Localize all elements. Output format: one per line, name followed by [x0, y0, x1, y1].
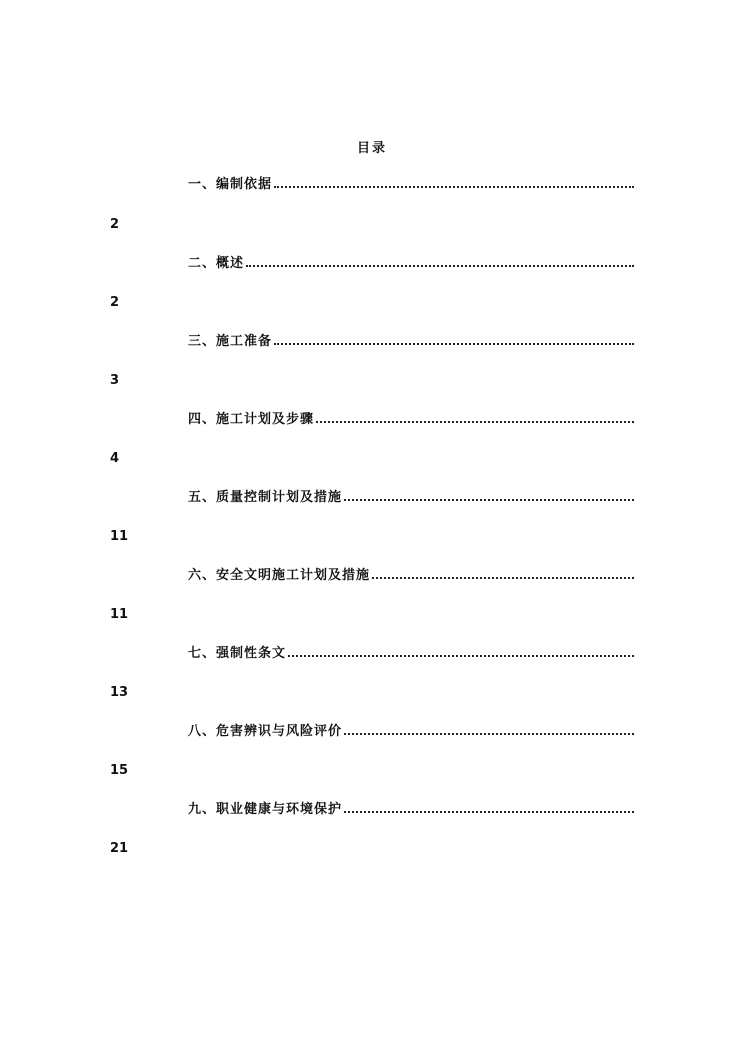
dot-leader — [344, 498, 634, 501]
toc-entry-4[interactable] — [188, 409, 634, 427]
toc-entry-label: 二、概述 — [188, 256, 245, 271]
toc-page-number: 4 — [110, 451, 120, 466]
toc-page-number: 3 — [110, 373, 120, 388]
dot-leader — [316, 420, 634, 423]
dot-leader — [274, 185, 634, 188]
toc-entry-7[interactable] — [188, 643, 634, 661]
toc-entry-label: 九、职业健康与环境保护 — [188, 802, 343, 817]
toc-page-number: 2 — [110, 295, 120, 310]
toc-entry-label: 一、编制依据 — [188, 177, 273, 192]
toc-page-number: 11 — [110, 529, 129, 544]
toc-entry-3[interactable] — [188, 331, 634, 349]
toc-page-number: 15 — [110, 763, 129, 778]
toc-entry-6[interactable] — [188, 565, 634, 583]
toc-entry-label: 四、施工计划及步骤 — [188, 412, 315, 427]
dot-leader — [274, 342, 634, 345]
dot-leader — [372, 576, 634, 579]
toc-entry-2[interactable] — [188, 253, 634, 271]
toc-entry-8[interactable] — [188, 721, 634, 739]
toc-entry-5[interactable] — [188, 487, 634, 505]
toc-entry-label: 六、安全文明施工计划及措施 — [188, 568, 371, 583]
toc-page-number: 11 — [110, 607, 129, 622]
toc-page-number: 21 — [110, 841, 129, 856]
toc-entry-label: 七、强制性条文 — [188, 646, 287, 661]
dot-leader — [246, 264, 634, 267]
toc-entry-label: 八、危害辨识与风险评价 — [188, 724, 343, 739]
toc-entry-9[interactable] — [188, 799, 634, 817]
toc-title: 目录 — [356, 141, 387, 156]
dot-leader — [288, 654, 634, 657]
dot-leader — [344, 732, 634, 735]
toc-page-number: 2 — [110, 217, 120, 232]
toc-entry-1[interactable] — [188, 174, 634, 192]
toc-entry-label: 五、质量控制计划及措施 — [188, 490, 343, 505]
toc-entry-label: 三、施工准备 — [188, 334, 273, 349]
toc-page-number: 13 — [110, 685, 129, 700]
dot-leader — [344, 810, 634, 813]
